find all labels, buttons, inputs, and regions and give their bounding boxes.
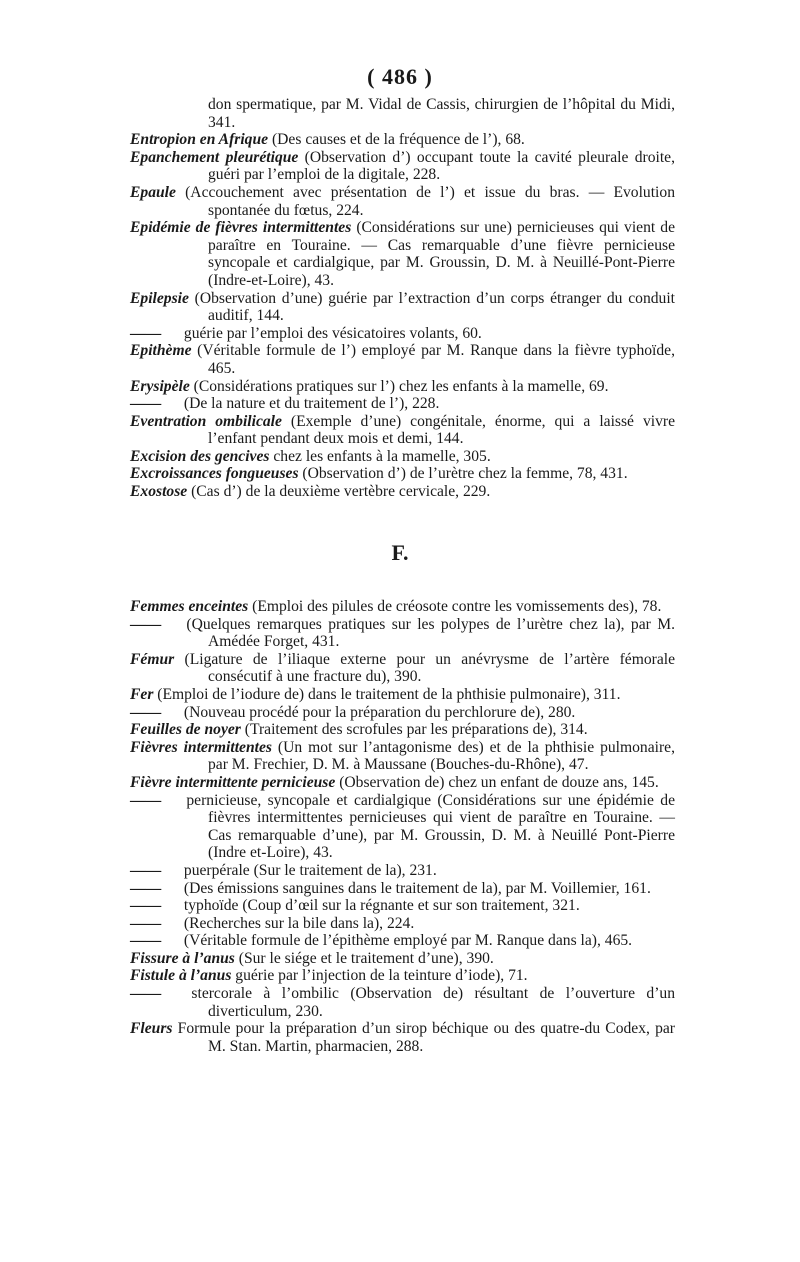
entry-heading: Fer (130, 685, 154, 703)
entry-text: pernicieuse, syncopale et cardialgique (Considérations sur une épidémie de fièvres intermittentes pernicieuses qui vient de paraître en Touraine. — Cas remarquable d’une), par M. Groussin, D. M. à Neuillé Pont-Pierre (Indre et-Loire), 43. (180, 791, 675, 862)
index-entry (130, 616, 675, 651)
index-entry (130, 932, 675, 950)
index-entry (130, 686, 675, 704)
entry-text: chez les enfants à la mamelle, 305. (269, 447, 491, 465)
entry-heading: Feuilles de noyer (130, 721, 241, 739)
entry-text: (Traitement des scrofules par les préparations de), 314. (240, 721, 588, 739)
entry-heading: —— (130, 914, 162, 932)
index-entry (130, 704, 675, 722)
entry-heading: Epidémie de fièvres intermittentes (130, 219, 352, 237)
entry-heading: Epaule (130, 183, 176, 201)
entry-heading: Eventration ombilicale (130, 412, 282, 430)
entry-text: (Cas d’) de la deuxième vertèbre cervicale, 229. (187, 483, 491, 501)
index-entry (130, 950, 675, 968)
entry-heading: —— (130, 791, 162, 809)
index-entry (130, 378, 675, 396)
entry-text: guérie par l’emploi des vésicatoires volants, 60. (180, 324, 482, 342)
entry-text: (Emploi de l’iodure de) dans le traitement de la phthisie pulmonaire), 311. (153, 685, 621, 703)
index-entry (130, 219, 675, 289)
index-entry (130, 915, 675, 933)
index-entry (130, 290, 675, 325)
entry-heading: Fièvre intermittente pernicieuse (130, 773, 336, 791)
entry-text: (Véritable formule de l’) employé par M. Ranque dans la fièvre typhoïde, 465. (191, 342, 675, 377)
entry-heading: Fistule à l’anus (130, 967, 232, 985)
entry-text: guérie par l’injection de la teinture d’iode), 71. (231, 967, 528, 985)
index-section-e (130, 96, 675, 501)
entry-heading: Fièvres intermittentes (130, 738, 272, 756)
index-entry (130, 1020, 675, 1055)
entry-heading: Femmes enceintes (130, 598, 249, 615)
index-entry (130, 483, 675, 501)
index-entry (130, 967, 675, 985)
entry-heading: Excision des gencives (130, 447, 270, 465)
index-entry (130, 395, 675, 413)
index-entry (130, 739, 675, 774)
entry-heading: Epilepsie (130, 289, 189, 307)
entry-text: (Sur le siége et le traitement d’une), 390. (234, 949, 494, 967)
index-entry (130, 598, 675, 616)
index-entry (130, 465, 675, 483)
index-section-f (130, 598, 675, 1055)
entry-heading: Fleurs (130, 1020, 173, 1038)
entry-heading: Fémur (130, 650, 175, 668)
page-number: ( 486 ) (367, 64, 433, 89)
index-entry (130, 651, 675, 686)
index-entry (130, 342, 675, 377)
entry-heading: Epanchement pleurétique (130, 148, 299, 166)
entry-heading: —— (130, 879, 162, 897)
entry-heading: —— (130, 897, 162, 915)
entry-text: (Considérations pratiques sur l’) chez les enfants à la mamelle, 69. (189, 377, 609, 395)
entry-heading: —— (130, 324, 162, 342)
entry-heading: —— (130, 615, 162, 633)
index-entry (130, 897, 675, 915)
index-entry (130, 985, 675, 1020)
index-entry (130, 96, 675, 131)
entry-text: puerpérale (Sur le traitement de la), 231. (180, 861, 437, 879)
entry-text: (Exemple d’une) congénitale, énorme, qui a laissé vivre l’enfant pendant deux mois et demi, 144. (208, 412, 675, 448)
entry-text: (Des émissions sanguines dans le traitement de la), par M. Voillemier, 161. (180, 879, 651, 897)
index-entry (130, 721, 675, 739)
entry-heading: Fissure à l’anus (130, 949, 235, 967)
index-entry (130, 413, 675, 448)
index-entry (130, 862, 675, 880)
entry-heading: —— (130, 395, 162, 413)
entry-text: stercorale à l’ombilic (Observation de) résultant de l’ouverture d’un diverticulum, 230. (180, 985, 675, 1020)
entry-text: (Nouveau procédé pour la préparation du perchlorure de), 280. (180, 703, 576, 721)
entry-text: (Considérations sur une) pernicieuses qui vient de paraître en Touraine. — Cas remarquable d’une fièvre pernicieuse syncopale et cardialgique, par M. Groussin, D. M. à Neuillé-Pont-Pierre (Indre-et-Loire), 43. (208, 219, 675, 289)
entry-text: (Quelques remarques pratiques sur les polypes de l’urètre chez la), par M. Amédée Forget, 431. (180, 615, 675, 651)
entry-text: (Observation d’une) guérie par l’extraction d’un corps étranger du conduit auditif, 144. (188, 289, 675, 325)
entry-text: (Véritable formule de l’épithème employé par M. Ranque dans la), 465. (180, 932, 633, 950)
entry-text: (Observation d’) occupant toute la cavité pleurale droite, guéri par l’emploi de la digitale, 228. (208, 148, 675, 184)
entry-text: typhoïde (Coup d’œil sur la régnante et sur son traitement, 321. (180, 897, 580, 915)
index-entry (130, 325, 675, 343)
entry-heading: —— (130, 985, 162, 1003)
entry-text: (Ligature de l’iliaque externe pour un anévrysme de l’artère fémorale consécutif à une fracture du), 390. (174, 650, 675, 686)
entry-text: don spermatique, par M. Vidal de Cassis, chirurgien de l’hôpital du Midi, 341. (208, 96, 675, 131)
entry-heading: Excroissances fongueuses (130, 465, 299, 483)
index-entry (130, 184, 675, 219)
entry-text: (Accouchement avec présentation de l’) et issue du bras. — Evolution spontanée du fœtus, 224. (175, 183, 675, 219)
entry-text: (Recherches sur la bile dans la), 224. (180, 914, 415, 932)
index-entry (130, 149, 675, 184)
entry-heading: —— (130, 703, 162, 721)
index-entry (130, 792, 675, 862)
index-entry (130, 880, 675, 898)
section-letter-f: F. (391, 540, 409, 565)
entry-heading: Entropion en Afrique (130, 131, 269, 149)
entry-heading: Epithème (130, 342, 192, 360)
index-entry (130, 131, 675, 149)
entry-heading: Exostose (130, 483, 188, 501)
entry-text: (Observation d’) de l’urètre chez la femme, 78, 431. (298, 465, 628, 483)
entry-heading: —— (130, 861, 162, 879)
index-entry (130, 774, 675, 792)
entry-heading: —— (130, 932, 162, 950)
entry-text: (Emploi des pilules de créosote contre les vomissements des), 78. (248, 598, 662, 615)
entry-text: (Un mot sur l’antagonisme des) et de la phthisie pulmonaire, par M. Frechier, D. M. à Maussane (Bouches-du-Rhône), 47. (208, 738, 675, 774)
entry-text: (Observation de) chez un enfant de douze ans, 145. (335, 773, 659, 791)
entry-text: Formule pour la préparation d’un sirop béchique ou des quatre-du Codex, par M. Stan. Martin, pharmacien, 288. (172, 1020, 675, 1055)
entry-text: (Des causes et de la fréquence de l’), 68. (268, 131, 525, 149)
entry-text: (De la nature et du traitement de l’), 228. (180, 395, 440, 413)
entry-heading: Erysipèle (130, 377, 190, 395)
index-entry (130, 448, 675, 466)
